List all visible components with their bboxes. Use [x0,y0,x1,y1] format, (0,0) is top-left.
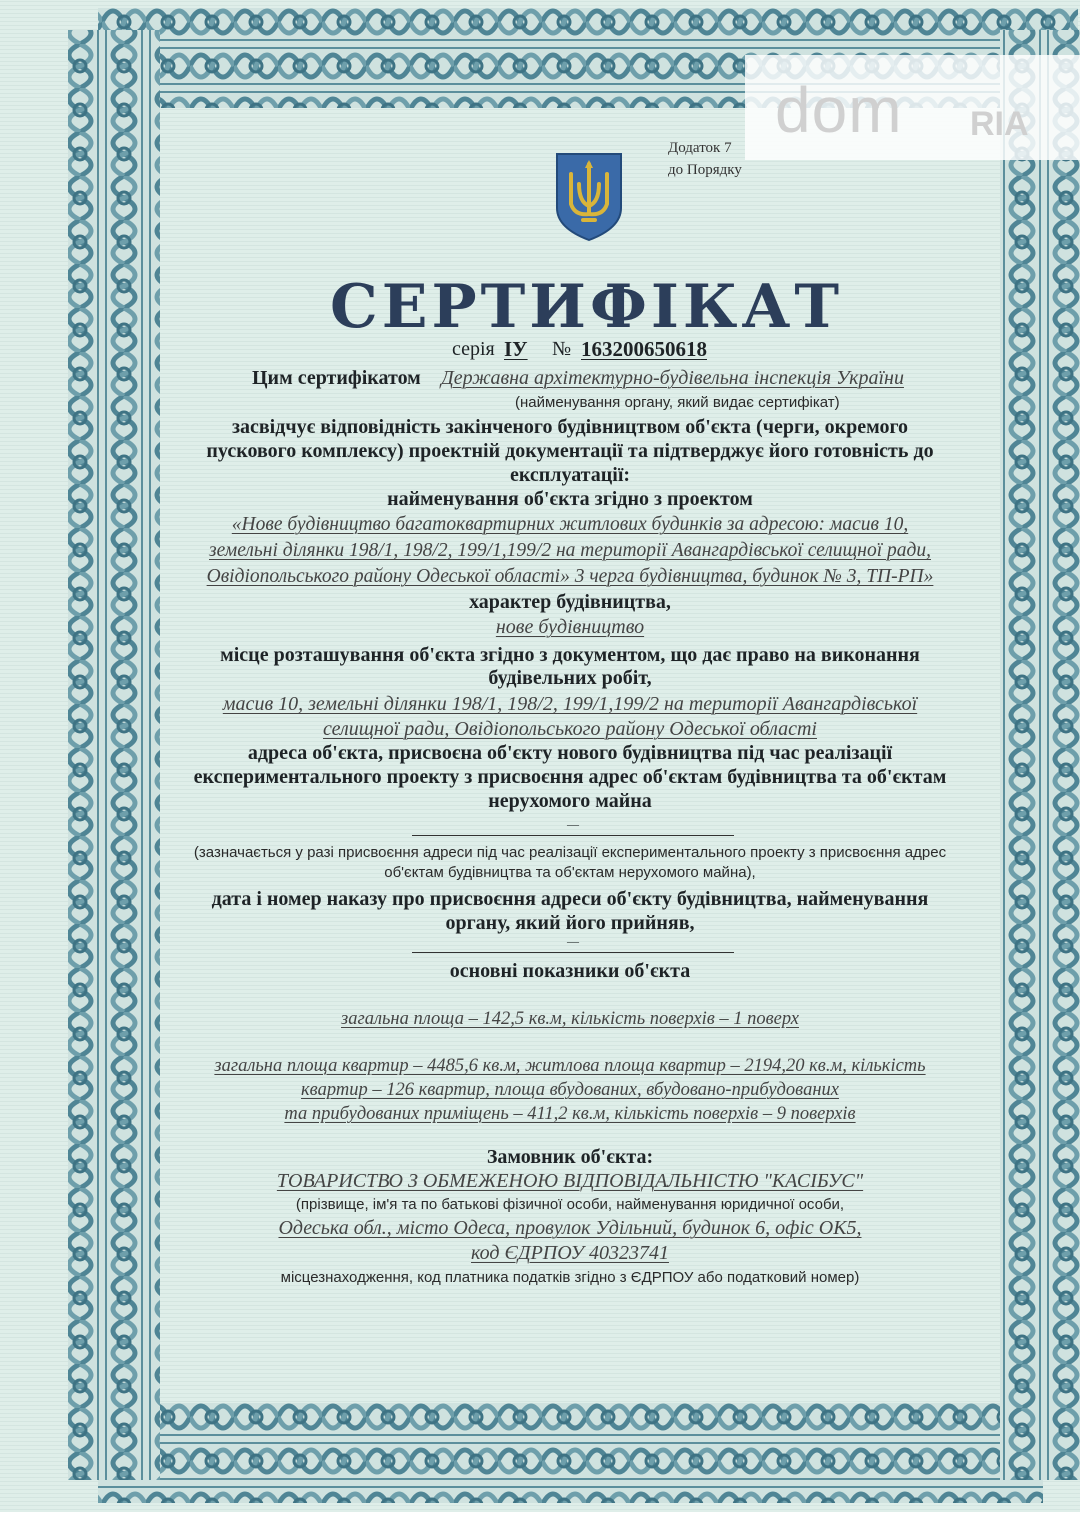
series-value: ІУ [504,337,528,361]
annex-line-1: Додаток 7 [668,140,732,156]
certificate-title: СЕРТИФІКАТ [330,272,844,342]
annex-note [668,137,742,181]
annex-line-2: до Порядку [668,162,742,178]
address-label [140,741,1000,813]
location-label-line: будівельних робіт, [488,667,652,689]
address-label-line: експериментального проекту з присвоєння адрес об'єктам будівництва та об'єктам [193,766,947,788]
certifies-line: експлуатації: [509,464,631,486]
customer-code: код ЄДРПОУ 40323741 [471,1242,669,1264]
object-name-value [140,512,1000,590]
indicator-2 [140,1054,1000,1126]
address-note-line: (зазначається у разі присвоєння адреси під час реалізації експериментального проекту з присвоєння адрес [193,844,947,861]
object-name-label: найменування об'єкта згідно з проектом [387,488,753,510]
location-label [140,644,1000,690]
location-value-line: масив 10, земельні ділянки 198/1, 198/2, 199/1,199/2 на території Авангардівської [222,693,918,715]
order-label-line: дата і номер наказу про присвоєння адреси об'єкту будівництва, найменування [211,888,929,910]
address-label-line: нерухомого майна [488,790,652,812]
indicators-label: основні показники об'єкта [449,960,691,982]
customer-caption: (прізвище, ім'я та по батькові фізичної особи, найменування юридичної особи, [295,1196,845,1213]
certifies-line: пускового комплексу) проектній документації та підтверджує його готовність до [206,440,934,462]
address-note [140,843,1000,883]
customer-address-caption: місцезнаходження, код платника податків згідно з ЄДРПОУ або податковий номер) [280,1269,860,1286]
order-label-line: органу, який його прийняв, [445,912,695,934]
indicator-1: загальна площа – 142,5 кв.м, кількість поверхів – 1 поверх [341,1009,799,1029]
watermark-suffix: RIA [970,105,1029,143]
coat-of-arms-icon [553,150,625,242]
customer-name: ТОВАРИСТВО З ОБМЕЖЕНОЮ ВІДПОВІДАЛЬНІСТЮ "КАСІБУС" [276,1170,864,1192]
indicator-2-line: та прибудованих приміщень – 411,2 кв.м, кількість поверхів – 9 поверхів [284,1104,856,1124]
customer-address: Одеська обл., місто Одеса, провулок Удільний, будинок 6, офіс ОК5, [278,1217,862,1239]
indicator-2-line: квартир – 126 квартир, площа вбудованих, вбудовано-прибудованих [301,1080,839,1100]
location-value [140,692,1000,742]
issuer-caption: (найменування органу, який видає сертифікат) [515,394,840,411]
object-name-line: Овідіопольського району Одеської області» 3 черга будівництва, будинок № 3, ТП-РП» [206,566,934,587]
issuer-prefix: Цим сертифікатом [252,367,421,389]
series-label: серія [452,338,495,360]
address-label-line: адреса об'єкта, присвоєна об'єкту нового будівництва під час реалізації [247,742,893,764]
construction-type-label: характер будівництва, [469,591,671,613]
address-note-line: об'єктам будівництва та об'єктам нерухомого майна), [384,864,756,881]
order-value-line [412,952,734,953]
certifies-text [140,415,1000,487]
ornamental-border-bottom [58,1395,1080,1512]
number-value: 163200650618 [581,337,707,361]
address-value-dash: — [567,817,579,831]
construction-type-value: нове будівництво [495,616,645,638]
indicator-2-line: загальна площа квартир – 4485,6 кв.м, житлова площа квартир – 2194,20 кв.м, кількість [214,1056,926,1076]
certifies-line: засвідчує відповідність закінченого будівництвом об'єкта (черги, окремого [231,416,909,438]
object-name-line: земельні ділянки 198/1, 198/2, 199/1,199/2 на території Авангардівської селищної ради, [209,540,931,561]
watermark-brand: dom [775,74,903,146]
order-value-dash: — [567,934,579,948]
ornamental-border-right [1000,0,1080,1512]
order-label [140,887,1000,935]
location-label-line: місце розташування об'єкта згідно з документом, що дає право на виконання [220,644,920,666]
object-name-line: «Нове будівництво багатоквартирних житлових будинків за адресою: масив 10, [231,514,909,535]
issuer-name: Державна архітектурно-будівельна інспекція України [441,367,904,389]
address-value-line [412,835,734,836]
number-label: № [552,338,572,360]
location-value-line: селищної ради, Овідіопольського району Одеської області [323,718,817,740]
customer-label: Замовник об'єкта: [486,1146,654,1168]
watermark-logo [745,55,1080,160]
scan-margin [0,1512,1080,1526]
